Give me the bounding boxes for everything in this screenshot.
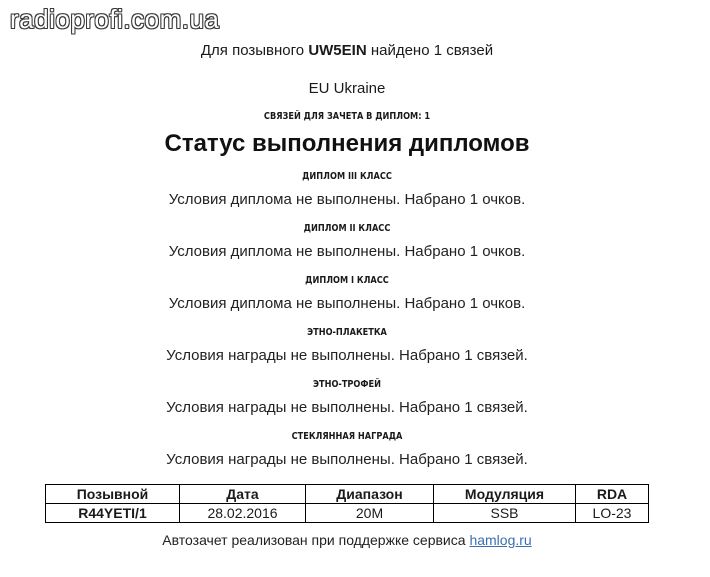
cell-rda: LO-23 — [576, 504, 649, 523]
award-status: Условия диплома не выполнены. Набрано 1 очков. — [168, 191, 526, 208]
cell-band: 20M — [306, 504, 434, 523]
site-watermark: radioprofi.com.ua — [10, 4, 220, 34]
table-header-row — [46, 485, 649, 504]
award-name: ДИПЛОМ II КЛАСС — [303, 223, 391, 234]
country-label: EU Ukraine — [308, 80, 386, 97]
table-row — [46, 504, 649, 523]
footer-note — [0, 532, 694, 548]
credit-count-label: СВЯЗЕЙ ДЛЯ ЗАЧЕТА В ДИПЛОМ: 1 — [263, 111, 431, 122]
qso-table — [45, 484, 649, 523]
column-header-date: Дата — [180, 485, 306, 504]
award-status: Условия диплома не выполнены. Набрано 1 очков. — [168, 295, 526, 312]
summary-suffix: найдено 1 связей — [370, 42, 494, 59]
qso-found-summary — [0, 42, 694, 59]
award-status: Условия награды не выполнены. Набрано 1 связей. — [166, 451, 528, 468]
hamlog-link[interactable]: hamlog.ru — [469, 532, 532, 548]
column-header-band: Диапазон — [306, 485, 434, 504]
column-header-callsign: Позывной — [46, 485, 180, 504]
award-name: ДИПЛОМ III КЛАСС — [302, 171, 392, 182]
award-name: ЭТНО-ТРОФЕЙ — [312, 379, 382, 390]
award-name: ДИПЛОМ I КЛАСС — [305, 275, 389, 286]
award-name: СТЕКЛЯННАЯ НАГРАДА — [291, 431, 403, 442]
searched-callsign: UW5EIN — [308, 42, 367, 59]
column-header-rda: RDA — [576, 485, 649, 504]
page-title: Статус выполнения дипломов — [164, 130, 530, 157]
cell-callsign: R44YETI/1 — [46, 504, 180, 523]
cell-date: 28.02.2016 — [180, 504, 306, 523]
cell-mode: SSB — [434, 504, 576, 523]
award-name: ЭТНО-ПЛАКЕТКА — [307, 327, 387, 338]
footer-text: Автозачет реализован при поддержке сервиса — [162, 532, 466, 548]
column-header-mode: Модуляция — [434, 485, 576, 504]
award-status: Условия диплома не выполнены. Набрано 1 очков. — [168, 243, 526, 260]
summary-prefix: Для позывного — [200, 42, 305, 59]
award-status: Условия награды не выполнены. Набрано 1 связей. — [166, 399, 528, 416]
award-status: Условия награды не выполнены. Набрано 1 связей. — [166, 347, 528, 364]
